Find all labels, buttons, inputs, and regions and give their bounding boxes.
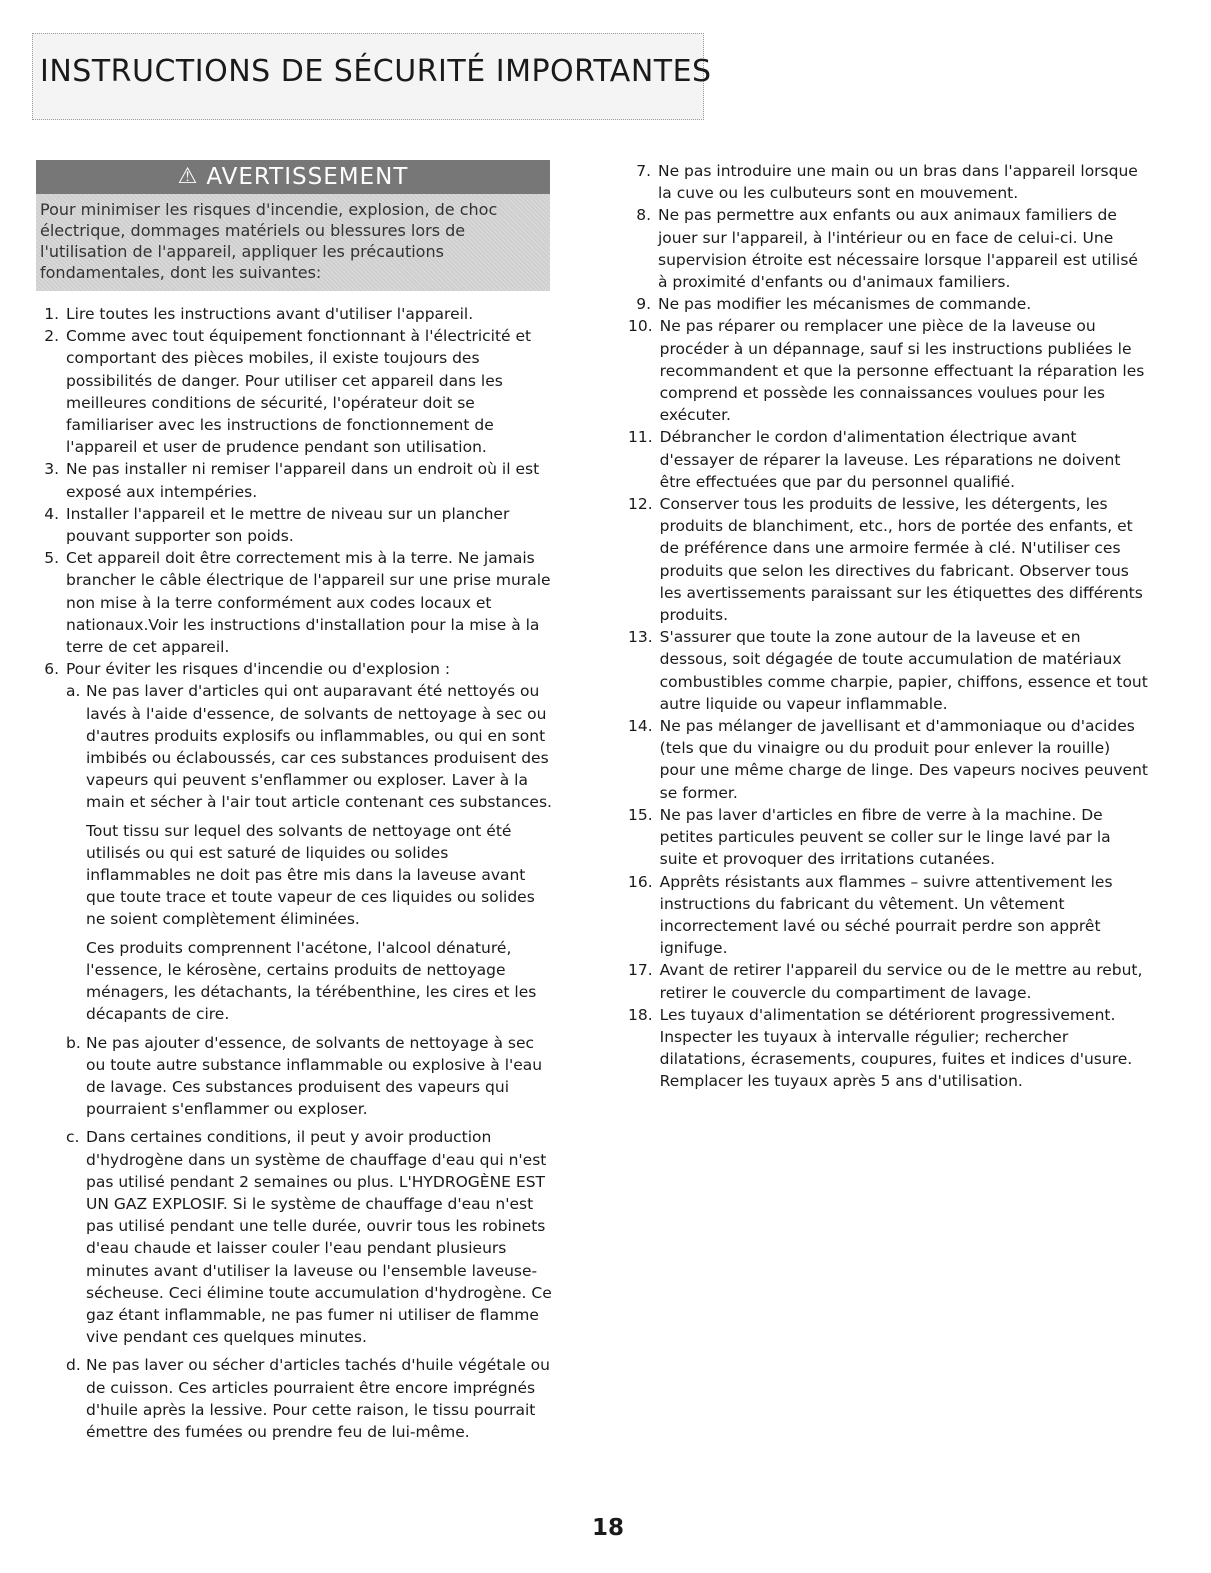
item-number: 1. <box>44 305 59 323</box>
item-number: 15. <box>628 805 653 824</box>
list-item <box>36 325 556 458</box>
item-text: Comme avec tout équipement fonctionnant à l'électricité et comportant des pièces mobiles, il existe toujours des possibilités de danger. Pour utiliser cet appareil dans les meilleures conditions de sécurité, l'opérateur doit se familiariser avec les instructions de fonctionnement de l'appareil et user de prudence pendant son utilisation. <box>66 327 532 457</box>
page-number: 18 <box>592 1515 625 1541</box>
item-number: 10. <box>628 317 653 336</box>
item-number: 3. <box>44 460 59 479</box>
list-item <box>628 315 1148 426</box>
list-item <box>628 426 1148 493</box>
item-number: 6. <box>44 660 59 679</box>
list-item <box>36 547 556 658</box>
sub-item-text: Dans certaines conditions, il peut y avoir production d'hydrogène dans un système de chauffage d'eau qui n'est pas utilisé pendant 2 semaines ou plus. L'HYDROGÈNE EST UN GAZ EXPLOSIF. Si le système de chauffage d'eau n'est pas utilisé pendant une telle durée, ouvrir tous les robinets d'eau chaude et laisser couler l'eau pendant plusieurs minutes avant d'utiliser la laveuse ou l'ensemble laveuse-sécheuse. Ceci élimine toute accumulation d'hydrogène. Ce gaz étant inflammable, ne pas fumer ni utiliser de flamme vive pendant ces quelques minutes. <box>86 1128 552 1347</box>
item-text: Ne pas laver d'articles en fibre de verre à la machine. De petites particules peuvent se coller sur le linge lavé par la suite et provoquer des irritations cutanées. <box>659 805 1111 869</box>
list-item <box>628 871 1148 960</box>
right-column <box>628 160 1148 1093</box>
item-text: Les tuyaux d'alimentation se détériorent progressivement. Inspecter les tuyaux à intervalle régulier; rechercher dilatations, écrasements, coupures, fuites et indices d'usure. Remplacer les tuyaux après 5 ans d'utilisation. <box>659 1005 1133 1091</box>
left-column <box>36 160 556 1443</box>
list-item <box>36 303 556 325</box>
item-text: Ne pas mélanger de javellisant et d'ammoniaque ou d'acides (tels que du vinaigre ou du produit pour enlever la rouille) pour une même charge de linge. Des vapeurs nocives peuvent se former. <box>659 717 1148 802</box>
sub-item-b <box>66 1032 556 1121</box>
item-number: 13. <box>628 628 653 647</box>
page-title: INSTRUCTIONS DE SÉCURITÉ IMPORTANTES <box>40 54 712 89</box>
item-text: Ne pas modifier les mécanismes de commande. <box>658 295 1032 314</box>
item-number: 8. <box>636 206 651 225</box>
item-text: Ne pas introduire une main ou un bras dans l'appareil lorsque la cuve ou les culbuteurs sont en mouvement. <box>658 162 1138 203</box>
list-item <box>36 503 556 547</box>
item-number: 12. <box>628 495 653 514</box>
list-item <box>628 1004 1148 1093</box>
list-item <box>628 804 1148 871</box>
sub-item-text: Ne pas laver ou sécher d'articles tachés d'huile végétale ou de cuisson. Ces articles pourraient être encore imprégnés d'huile après la lessive. Pour cette raison, le tissu pourrait émettre des fumées ou prendre feu de lui-même. <box>86 1356 550 1441</box>
sub-item-text: Ne pas ajouter d'essence, de solvants de nettoyage à sec ou toute autre substance inflammable ou explosive à l'eau de lavage. Ces substances produisent des vapeurs qui pourraient s'enflammer ou exploser. <box>86 1033 543 1119</box>
item-number: 4. <box>44 504 59 523</box>
list-item <box>628 715 1148 804</box>
item-number: 14. <box>628 717 653 736</box>
sub-item-paragraph: Tout tissu sur lequel des solvants de nettoyage ont été utilisés ou qui est saturé de liquides ou solides inflammables ne doit pas être mis dans la laveuse avant que toute trace et toute vapeur de ces liquides ou solides ne soient complètement éliminées. <box>86 821 535 929</box>
warning-heading-text: AVERTISSEMENT <box>206 163 409 190</box>
item-number: 5. <box>44 549 59 568</box>
item-text: S'assurer que toute la zone autour de la laveuse et en dessous, soit dégagée de toute accumulation de matériaux combustibles comme charpie, papier, chiffons, essence et tout autre liquide ou vapeur inflammable. <box>659 628 1148 713</box>
item-text: Installer l'appareil et le mettre de niveau sur un plancher pouvant supporter son poids. <box>66 504 510 546</box>
sub-item-letter: b. <box>66 1033 81 1052</box>
list-item <box>628 493 1148 626</box>
item-number: 18. <box>628 1005 653 1024</box>
item-text: Cet appareil doit être correctement mis à la terre. Ne jamais brancher le câble électrique de l'appareil sur une prise murale non mise à la terre conformément aux codes locaux et nationaux.Voir les instructions d'installation pour la mise à la terre de cet appareil. <box>66 549 551 657</box>
list-item <box>628 959 1148 1003</box>
item-text: Ne pas réparer ou remplacer une pièce de la laveuse ou procéder à un dépannage, sauf si les instructions publiées le recommandent et que la personne effectuant la réparation les comprend et possède les connaissances voulues pour les exécuter. <box>659 317 1145 425</box>
item-text: Conserver tous les produits de lessive, les détergents, les produits de blanchiment, etc., hors de portée des enfants, et de préférence dans une armoire fermée à clé. N'utiliser ces produits que selon les directives du fabricant. Observer tous les avertissements paraissant sur les étiquettes des différents produits. <box>659 495 1143 625</box>
list-item <box>628 293 1148 315</box>
sub-item-letter: a. <box>66 682 81 701</box>
item-text: Pour éviter les risques d'incendie ou d'explosion : <box>66 660 451 679</box>
sub-item-c <box>66 1126 556 1348</box>
item-text: Lire toutes les instructions avant d'utiliser l'appareil. <box>66 305 474 323</box>
warning-heading <box>36 160 550 194</box>
list-item <box>628 204 1148 293</box>
sub-item-letter: d. <box>66 1356 81 1375</box>
warning-triangle-icon: ⚠ <box>177 163 199 189</box>
item-text: Ne pas permettre aux enfants ou aux animaux familiers de jouer sur l'appareil, à l'intérieur ou en face de celui-ci. Une supervision étroite est nécessaire lorsque l'appareil est utilisé à proximité d'enfants ou d'animaux familiers. <box>658 206 1138 292</box>
sub-item-d <box>66 1354 556 1443</box>
item-number: 11. <box>628 428 653 447</box>
warning-box <box>36 160 550 291</box>
item-text: Apprêts résistants aux flammes – suivre attentivement les instructions du fabricant du vêtement. Un vêtement incorrectement lavé ou séché pourrait perdre son apprêt ignifuge. <box>659 872 1113 958</box>
item-text: Ne pas installer ni remiser l'appareil dans un endroit où il est exposé aux intempéries. <box>66 460 540 501</box>
list-item <box>36 458 556 502</box>
list-item <box>628 626 1148 715</box>
item-number: 2. <box>44 327 59 346</box>
sub-item-paragraph: Ces produits comprennent l'acétone, l'alcool dénaturé, l'essence, le kérosène, certains produits de nettoyage ménagers, les détachants, la térébenthine, les cires et les décapants de cire. <box>86 938 537 1024</box>
item-text: Débrancher le cordon d'alimentation électrique avant d'essayer de réparer la laveuse. Les réparations ne doivent être effectuées que par du personnel qualifié. <box>659 428 1121 491</box>
sub-item-letter: c. <box>66 1128 80 1147</box>
list-item <box>628 160 1148 204</box>
warning-text: Pour minimiser les risques d'incendie, explosion, de choc électrique, dommages matériels ou blessures lors de l'utilisation de l'appareil, appliquer les précautions fondamentales, dont les suivantes: <box>40 200 498 282</box>
sub-item-a <box>66 680 556 813</box>
item-text: Avant de retirer l'appareil du service ou de le mettre au rebut, retirer le couvercle du compartiment de lavage. <box>659 961 1143 1002</box>
item-number: 9. <box>636 295 651 314</box>
sub-item-text: Ne pas laver d'articles qui ont auparavant été nettoyés ou lavés à l'aide d'essence, de solvants de nettoyage à sec ou d'autres produits explosifs ou inflammables, ou qui en sont imbibés ou éclaboussés, car ces substances produisent des vapeurs qui peuvent s'enflammer ou exploser. Laver à la main et sécher à l'air tout article contenant ces substances. <box>86 682 552 812</box>
item-number: 17. <box>628 961 653 980</box>
item-number: 7. <box>636 162 651 180</box>
list-item <box>36 658 556 680</box>
item-number: 16. <box>628 872 653 891</box>
